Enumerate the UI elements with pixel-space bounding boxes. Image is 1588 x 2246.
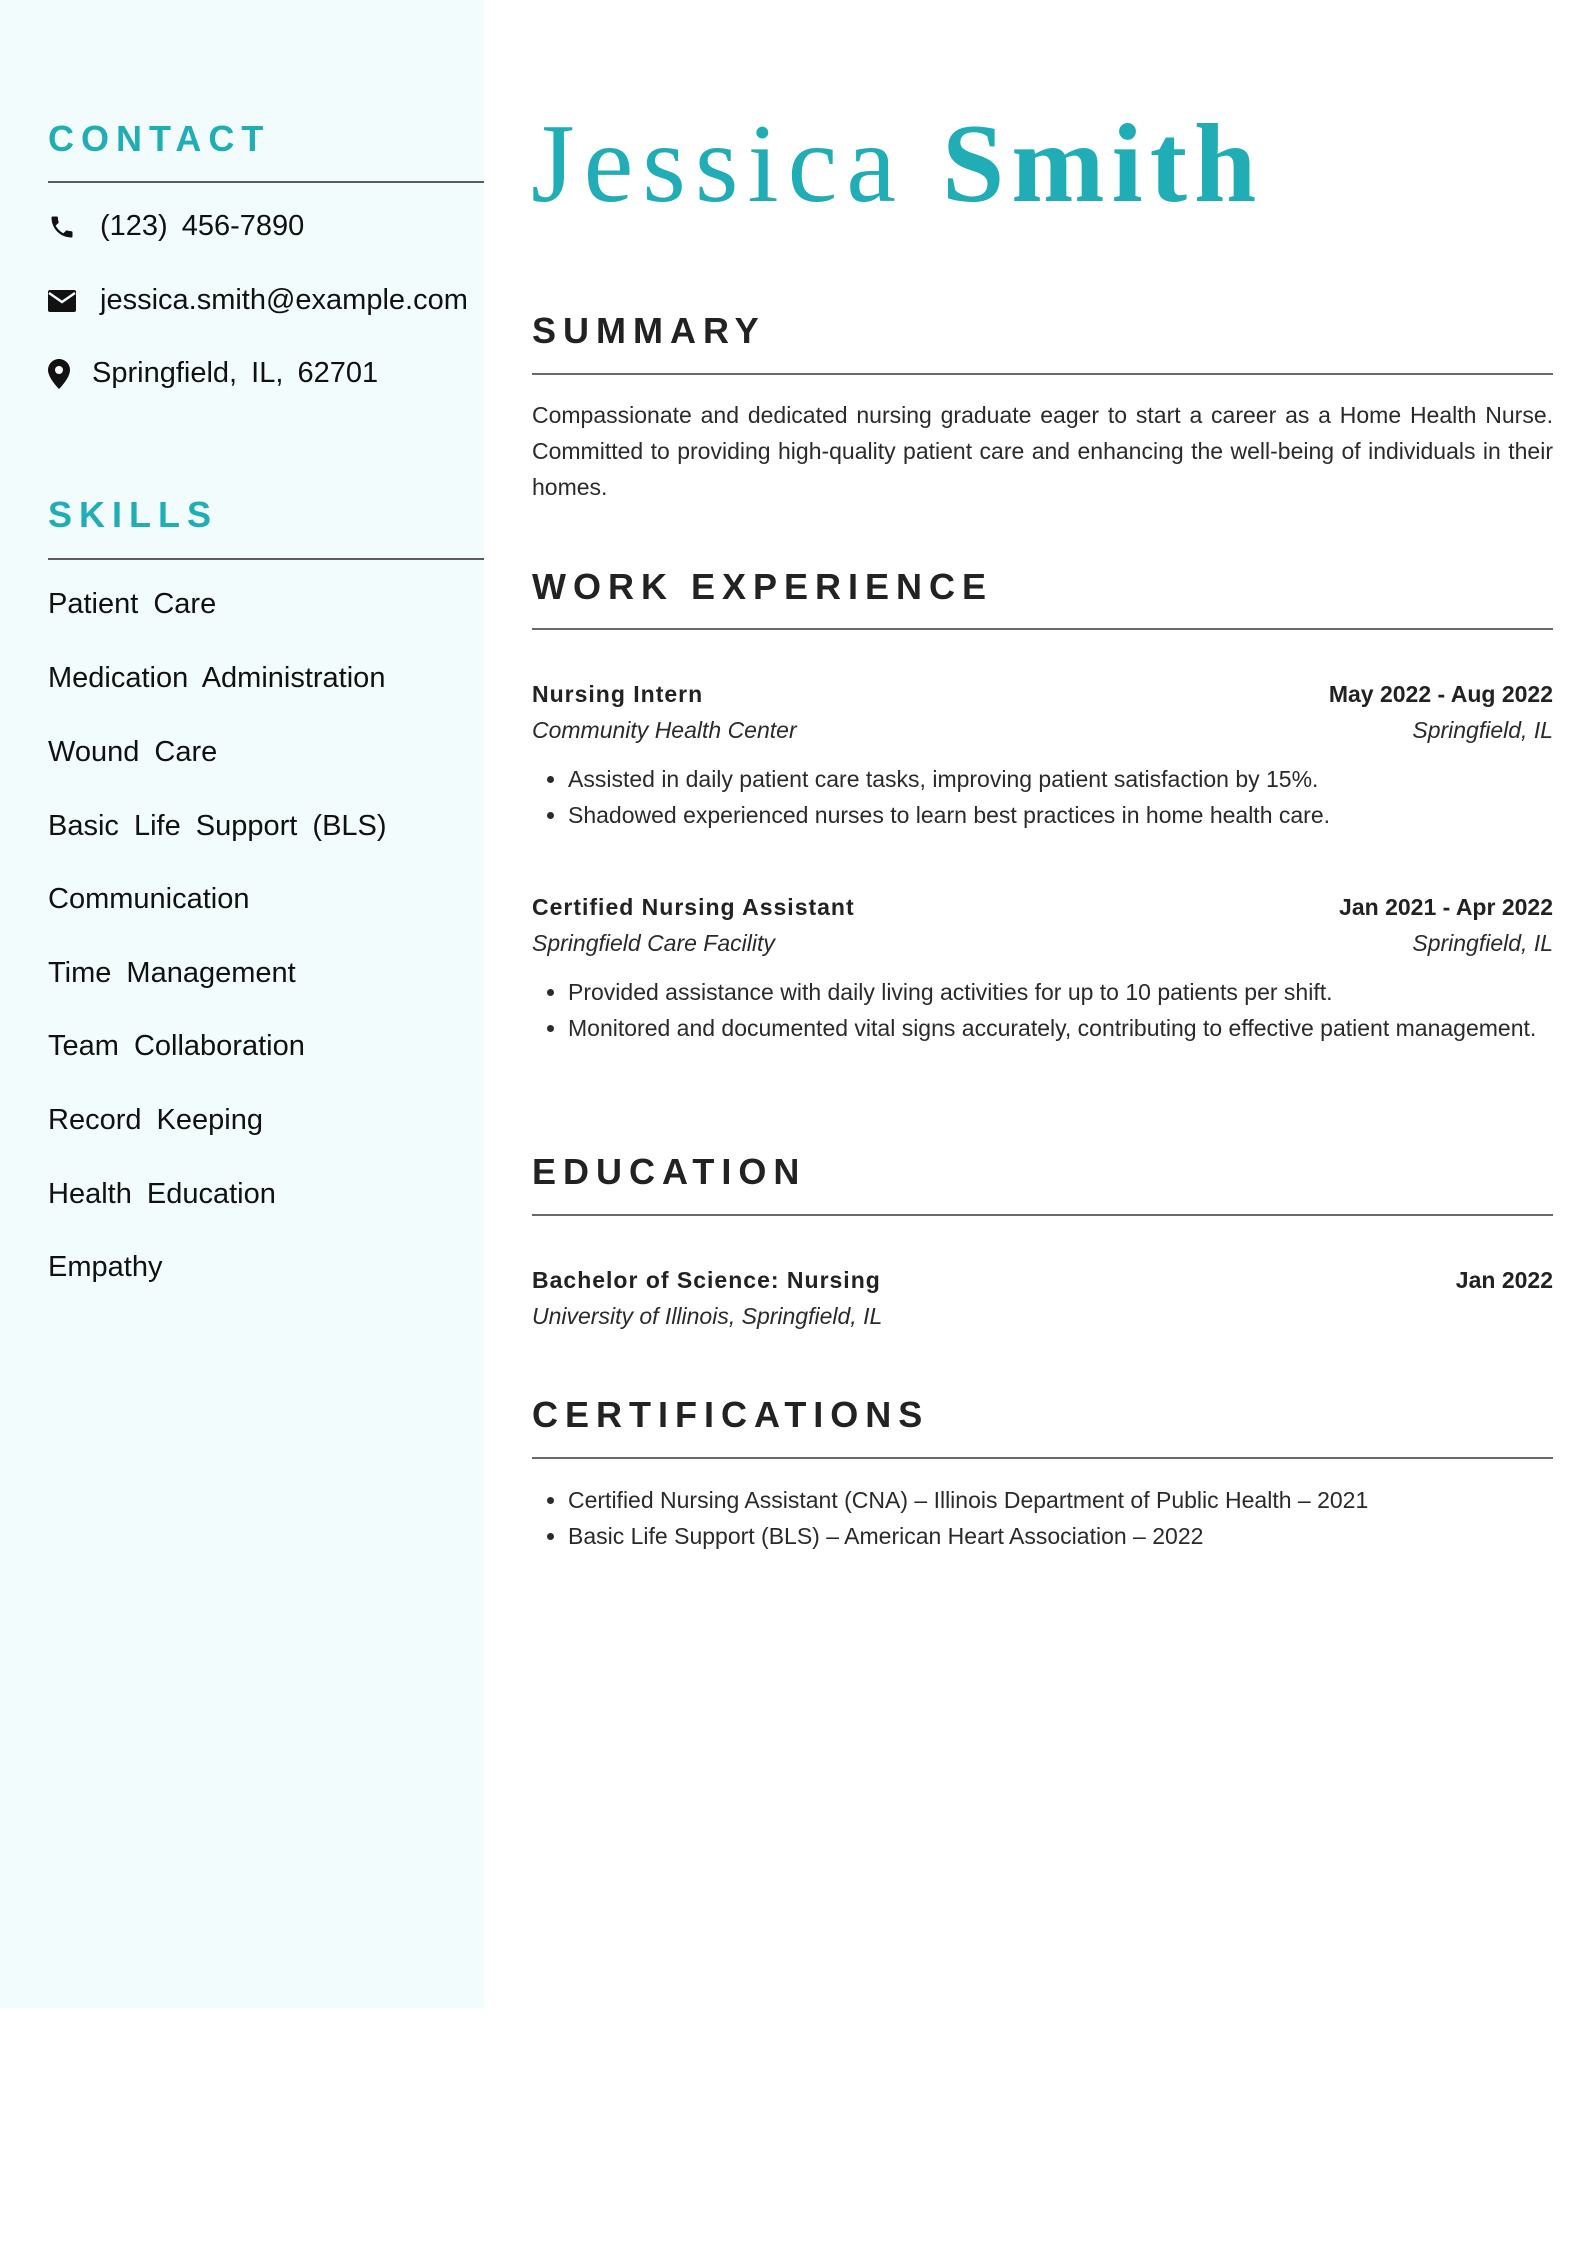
job-location: Springfield, IL xyxy=(1412,930,1553,956)
candidate-name xyxy=(531,102,1264,226)
skill-item: Patient Care xyxy=(48,588,217,620)
job-bullet: • Assisted in daily patient care tasks, improving patient satisfaction by 15%. xyxy=(568,761,1553,797)
job-bullet: • Provided assistance with daily living activities for up to 10 patients per shift. xyxy=(568,974,1553,1010)
job-subheader xyxy=(532,717,1553,744)
skill-item: Medication Administration xyxy=(48,662,386,694)
job-title: Certified Nursing Assistant xyxy=(532,894,855,920)
skill-item: Health Education xyxy=(48,1178,276,1210)
skill-item: Team Collaboration xyxy=(48,1030,305,1062)
job-header xyxy=(532,681,1553,708)
sidebar xyxy=(0,0,484,2008)
job-dates: Jan 2021 - Apr 2022 xyxy=(1339,894,1553,920)
certification-item: • Certified Nursing Assistant (CNA) – Illinois Department of Public Health – 2021 xyxy=(568,1482,1553,1518)
phone-icon xyxy=(48,212,78,242)
summary-text: Compassionate and dedicated nursing graduate eager to start a career as a Home Health Nurse. Committed to providing high-quality patient care and enhancing the well-being of individuals in their homes. xyxy=(532,402,1553,500)
job-bullet: • Shadowed experienced nurses to learn best practices in home health care. xyxy=(568,797,1553,833)
job-subheader xyxy=(532,930,1553,957)
school: University of Illinois, Springfield, IL xyxy=(532,1303,883,1329)
skill-item: Empathy xyxy=(48,1251,163,1283)
education-date: Jan 2022 xyxy=(1455,1267,1553,1293)
certifications-divider xyxy=(532,1457,1553,1459)
skills-divider xyxy=(48,558,484,560)
contact-heading: CONTACT xyxy=(48,118,271,159)
job-bullets xyxy=(532,974,1553,1046)
job-company: Community Health Center xyxy=(532,717,797,743)
job-title: Nursing Intern xyxy=(532,681,704,707)
job-header xyxy=(532,894,1553,921)
education-header xyxy=(532,1267,1553,1294)
contact-divider xyxy=(48,181,484,183)
skill-item: Wound Care xyxy=(48,736,218,768)
job-bullets xyxy=(532,761,1553,833)
skill-item: Communication xyxy=(48,883,250,915)
degree: Bachelor of Science: Nursing xyxy=(532,1267,881,1293)
map-pin-icon xyxy=(48,359,78,389)
education-subheader xyxy=(532,1303,1553,1330)
job-dates: May 2022 - Aug 2022 xyxy=(1328,681,1553,707)
experience-divider xyxy=(532,628,1553,630)
email-text: jessica.smith@example.com xyxy=(100,284,468,316)
skills-heading: SKILLS xyxy=(48,494,219,535)
education-heading: EDUCATION xyxy=(532,1151,807,1192)
summary-divider xyxy=(532,373,1553,375)
skill-item: Record Keeping xyxy=(48,1104,263,1136)
envelope-icon xyxy=(48,286,78,316)
certification-item: • Basic Life Support (BLS) – American Heart Association – 2022 xyxy=(568,1518,1553,1554)
job-bullet: • Monitored and documented vital signs accurately, contributing to effective patient management. xyxy=(568,1010,1553,1046)
first-name: Jessica xyxy=(531,102,906,226)
education-divider xyxy=(532,1214,1553,1216)
contact-phone[interactable] xyxy=(48,210,304,243)
location-text: Springfield, IL, 62701 xyxy=(92,357,379,389)
job-location: Springfield, IL xyxy=(1412,717,1553,743)
phone-text: (123) 456-7890 xyxy=(100,210,305,242)
contact-email[interactable] xyxy=(48,284,468,317)
experience-heading: WORK EXPERIENCE xyxy=(532,566,994,607)
skill-item: Time Management xyxy=(48,957,296,989)
certifications-heading: CERTIFICATIONS xyxy=(532,1394,930,1435)
certification-list xyxy=(532,1482,1553,1554)
last-name: Smith xyxy=(942,102,1264,226)
job-company: Springfield Care Facility xyxy=(532,930,775,956)
skill-item: Basic Life Support (BLS) xyxy=(48,810,387,842)
contact-location xyxy=(48,357,378,390)
summary-heading: SUMMARY xyxy=(532,310,766,351)
